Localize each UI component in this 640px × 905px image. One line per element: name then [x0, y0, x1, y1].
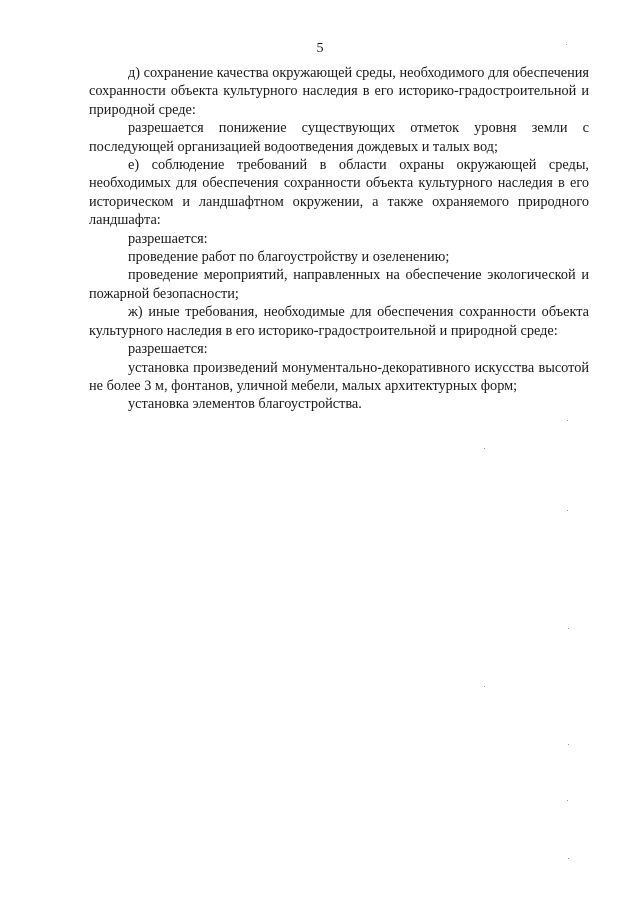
paragraph-zh-permitted-heading: разрешается:: [128, 341, 208, 358]
scan-speck: [566, 44, 567, 45]
scan-speck: [484, 448, 485, 449]
scan-speck: [567, 510, 568, 511]
paragraph-d-permitted: разрешается понижение существующих отметок уровня земли с последующей организацией водоотведения дождевых и талых вод;: [89, 120, 589, 155]
paragraph-zh: ж) иные требования, необходимые для обеспечения сохранности объекта культурного наследия в его историко-градостроительной и природной среде:: [89, 304, 589, 339]
scan-speck: [567, 420, 568, 421]
page-number: 5: [316, 41, 324, 56]
paragraph-e-item-landscaping: проведение работ по благоустройству и озеленению;: [128, 249, 450, 266]
paragraph-zh-item-improvement: установка элементов благоустройства.: [128, 396, 362, 413]
paragraph-e: е) соблюдение требований в области охраны окружающей среды, необходимых для обеспечения сохранности объекта культурного наследия в его историческом и ландшафтном окружении, а также охраняемого природного ландшафта:: [89, 157, 589, 229]
scan-speck: [484, 686, 485, 687]
scan-speck: [567, 800, 568, 801]
paragraph-d: д) сохранение качества окружающей среды, необходимого для обеспечения сохранности объекта культурного наследия в его историко-градостроительной и природной среде:: [89, 65, 589, 118]
paragraph-zh-item-art: установка произведений монументально-декоративного искусства высотой не более 3 м, фонтанов, уличной мебели, малых архитектурных форм;: [89, 359, 589, 394]
scan-speck: [568, 744, 569, 745]
scan-speck: [568, 628, 569, 629]
paragraph-e-permitted-heading: разрешается:: [128, 230, 208, 247]
document-body: [89, 64, 589, 414]
scan-speck: [568, 858, 569, 859]
paragraph-e-item-safety: проведение мероприятий, направленных на обеспечение экологической и пожарной безопасности;: [89, 267, 589, 302]
